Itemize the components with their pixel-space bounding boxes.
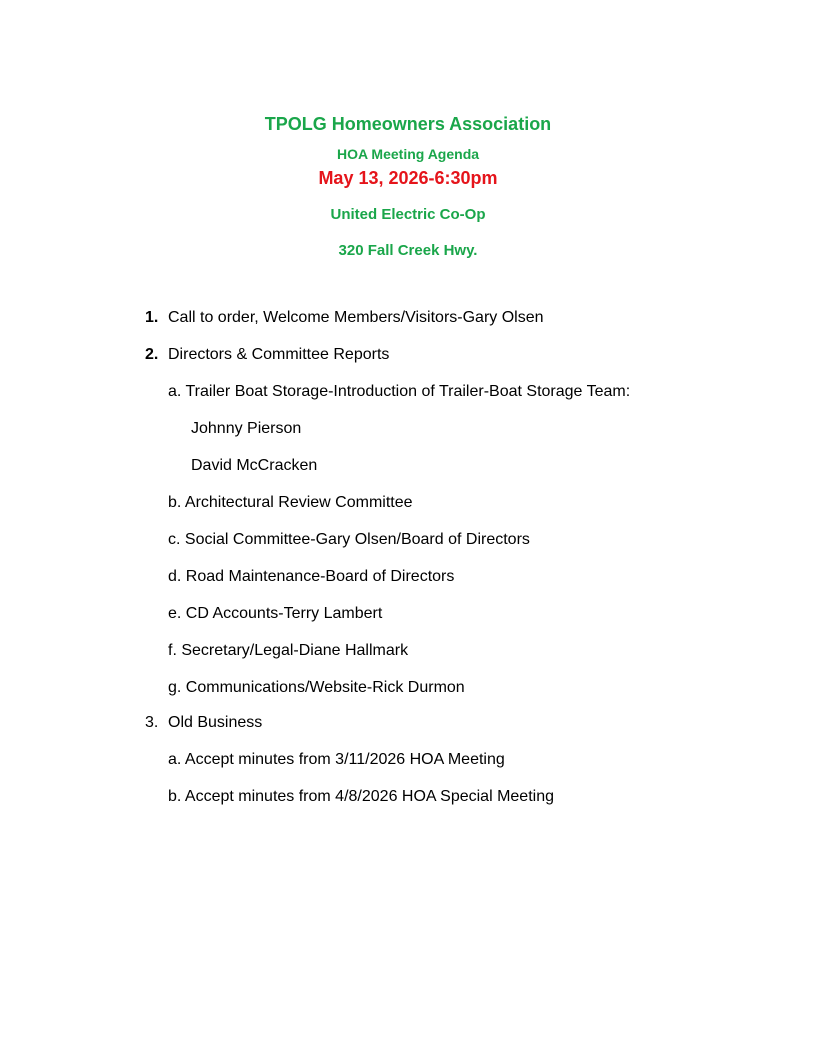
- agenda-item-reports: Directors & Committee Reports: [168, 346, 390, 363]
- sub-item-social-committee: c. Social Committee-Gary Olsen/Board of Directors: [168, 531, 530, 548]
- sub-item-road-maintenance: d. Road Maintenance-Board of Directors: [168, 568, 455, 585]
- sub-item-cd-accounts: e. CD Accounts-Terry Lambert: [168, 605, 383, 622]
- sub-item-minutes-april: b. Accept minutes from 4/8/2026 HOA Special Meeting: [168, 788, 554, 805]
- agenda-subtitle: HOA Meeting Agenda: [336, 146, 480, 162]
- agenda-item-call-to-order: Call to order, Welcome Members/Visitors-Gary Olsen: [168, 309, 544, 326]
- team-member: Johnny Pierson: [191, 420, 302, 437]
- agenda-item-number: 2.: [145, 346, 159, 363]
- team-member: David McCracken: [191, 457, 318, 474]
- sub-item-communications: g. Communications/Website-Rick Durmon: [168, 679, 465, 696]
- association-title: TPOLG Homeowners Association: [264, 114, 552, 134]
- agenda-item-old-business: Old Business: [168, 714, 263, 731]
- agenda-item-number: 1.: [145, 309, 159, 326]
- agenda-item-number: 3.: [145, 714, 159, 731]
- sub-item-secretary-legal: f. Secretary/Legal-Diane Hallmark: [168, 642, 409, 659]
- meeting-date: May 13, 2026-6:30pm: [318, 168, 498, 188]
- meeting-address: 320 Fall Creek Hwy.: [338, 242, 478, 259]
- sub-item-trailer-boat-storage: a. Trailer Boat Storage-Introduction of Trailer-Boat Storage Team:: [168, 383, 631, 400]
- sub-item-architectural-review: b. Architectural Review Committee: [168, 494, 413, 511]
- sub-item-minutes-march: a. Accept minutes from 3/11/2026 HOA Meeting: [168, 751, 505, 768]
- meeting-venue: United Electric Co-Op: [330, 206, 486, 223]
